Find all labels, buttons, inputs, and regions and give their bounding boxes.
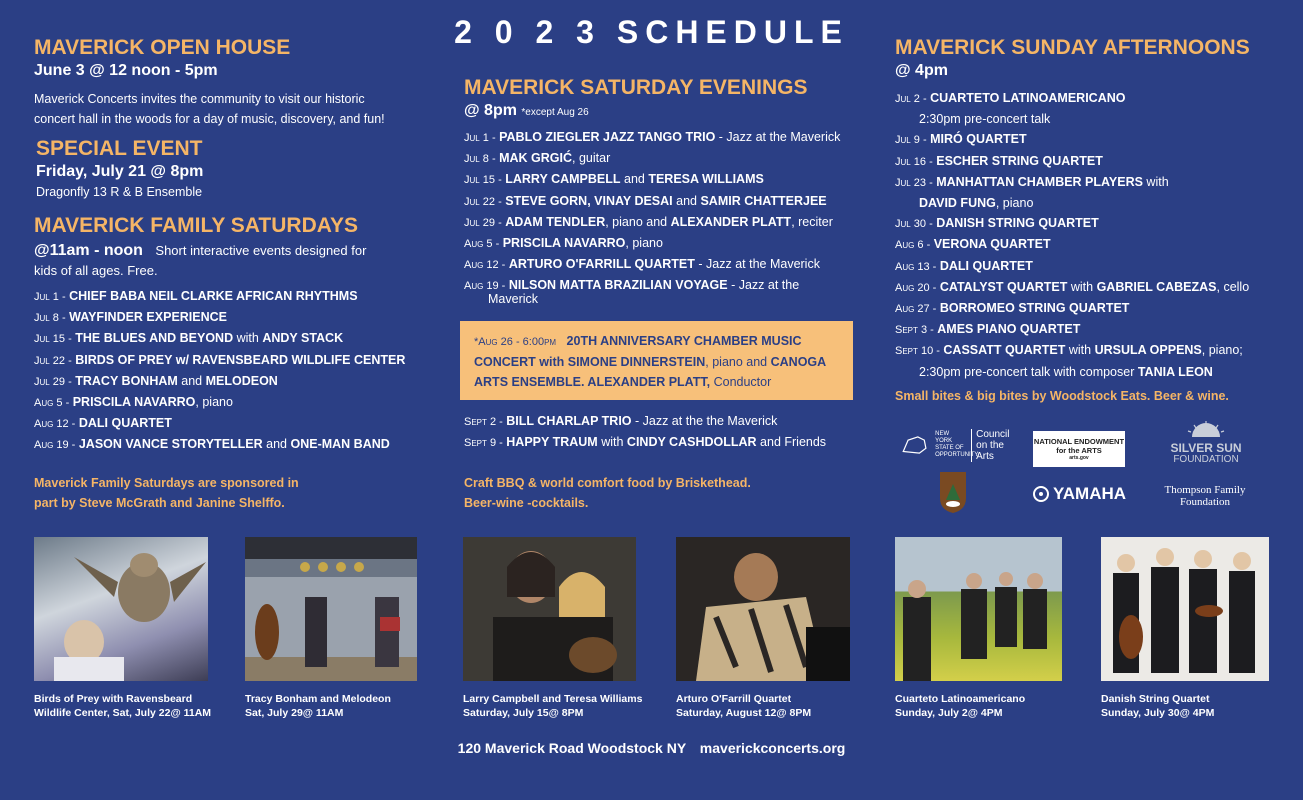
saturday-food-1: Craft BBQ & world comfort food by Briskethead. xyxy=(464,476,751,490)
saturday-performer: ARTURO O'FARRILL QUARTET xyxy=(508,257,695,272)
anniversary-box xyxy=(460,321,853,400)
sunday-date: Aug 6 - xyxy=(895,239,931,252)
sunday-item xyxy=(895,256,1249,277)
saturday-performer: TERESA WILLIAMS xyxy=(648,172,764,187)
saturday-detail: , piano xyxy=(625,236,663,251)
sunday-item xyxy=(895,213,1249,234)
family-date: Aug 5 - xyxy=(34,397,70,410)
sunday-item xyxy=(895,172,1249,193)
footer xyxy=(0,740,1303,756)
photo-cuarteto-latinoamericano xyxy=(895,537,1062,681)
family-detail: and xyxy=(177,373,206,388)
photo-caption-line: Sunday, July 30@ 4PM xyxy=(1101,707,1215,719)
sunday-date: Aug 13 - xyxy=(895,260,937,273)
saturday-date: Jul 1 - xyxy=(464,132,496,144)
saturday-list xyxy=(464,127,840,297)
september-performer: CINDY CASHDOLLAR xyxy=(626,435,757,450)
saturday-performer: ADAM TENDLER xyxy=(505,214,606,229)
saturday-date: Aug 12 - xyxy=(464,259,506,272)
sunday-performer: CASSATT QUARTET xyxy=(943,343,1066,358)
family-performer: CHIEF BABA NEIL CLARKE AFRICAN RHYTHMS xyxy=(69,289,358,303)
sunday-detail: 2:30pm pre-concert talk xyxy=(919,112,1051,127)
family-date: Aug 19 - xyxy=(34,439,76,452)
sunday-detail: with xyxy=(1065,343,1095,358)
photo-caption-line: Tracy Bonham and Melodeon xyxy=(245,693,391,705)
nysca-label: Council on the Arts xyxy=(971,429,1015,462)
september-list xyxy=(464,411,826,453)
family-performer: TRACY BONHAM xyxy=(75,373,178,388)
saturday-performer: PRISCILA NAVARRO xyxy=(502,236,626,251)
open-house-date: June 3 @ 12 noon - 5pm xyxy=(34,62,218,79)
family-date: Jul 22 - xyxy=(34,354,72,367)
sunday-list xyxy=(895,88,1249,382)
september-item xyxy=(464,411,826,432)
special-event-date: Friday, July 21 @ 8pm xyxy=(36,163,204,180)
saturday-item xyxy=(464,169,840,190)
family-detail: , piano xyxy=(195,395,233,410)
saturday-performer: LARRY CAMPBELL xyxy=(505,172,621,187)
saturday-performer: SAMIR CHATTERJEE xyxy=(700,193,827,208)
saturday-performer: PABLO ZIEGLER JAZZ TANGO TRIO xyxy=(499,130,716,144)
nysca-logo xyxy=(900,428,1015,462)
national-park-service-icon xyxy=(938,470,968,514)
saturday-item xyxy=(464,212,840,233)
footer-url[interactable]: maverickconcerts.org xyxy=(699,740,846,756)
photo-caption-line: Cuarteto Latinoamericano xyxy=(895,693,1026,705)
sunday-detail: , piano xyxy=(995,196,1034,211)
sunday-performer: GABRIEL CABEZAS xyxy=(1096,279,1217,294)
family-section xyxy=(34,213,434,281)
yamaha-tuning-fork-icon xyxy=(1033,486,1049,502)
family-item xyxy=(34,434,405,455)
saturday-detail: , guitar xyxy=(572,151,611,166)
sunday-performer: AMES PIANO QUARTET xyxy=(937,322,1081,337)
family-performer: WAYFINDER EXPERIENCE xyxy=(69,310,228,325)
photo-caption-line: Sat, July 29@ 11AM xyxy=(245,707,344,719)
sunday-item xyxy=(895,277,1249,298)
family-date: Jul 1 - xyxy=(34,291,66,303)
nea-logo xyxy=(1033,431,1125,467)
sunday-time: @ 4pm xyxy=(895,62,948,79)
open-house-heading: MAVERICK OPEN HOUSE xyxy=(34,36,291,59)
saturday-heading: MAVERICK SATURDAY EVENINGS xyxy=(464,76,808,99)
photo-caption xyxy=(463,692,642,720)
sunday-performer: TANIA LEON xyxy=(1137,364,1213,379)
special-event-heading: SPECIAL EVENT xyxy=(36,137,203,160)
saturday-detail: and xyxy=(672,193,701,208)
family-desc-1: Short interactive events designed for xyxy=(155,243,367,258)
saturday-food xyxy=(464,473,751,513)
saturday-note: *except Aug 26 xyxy=(521,107,589,118)
sunday-performer: CATALYST QUARTET xyxy=(939,279,1068,294)
saturday-food-2: Beer-wine -cocktails. xyxy=(464,496,589,510)
family-performer: ONE-MAN BAND xyxy=(290,437,390,452)
family-detail: and xyxy=(262,437,291,452)
family-list xyxy=(34,286,405,456)
family-item xyxy=(34,392,405,413)
family-item xyxy=(34,371,405,392)
photo-caption-line: Sunday, July 2@ 4PM xyxy=(895,707,1003,719)
photo-caption xyxy=(676,692,811,720)
photo-caption-line: Wildlife Center, Sat, July 22@ 11AM xyxy=(34,707,212,719)
sunday-item xyxy=(895,193,1249,213)
saturday-detail: , piano and xyxy=(605,214,671,229)
sunday-date: Jul 23 - xyxy=(895,176,933,189)
saturday-date: Jul 22 - xyxy=(464,195,502,208)
silver-sun-label-1: SILVER SUN xyxy=(1170,441,1242,455)
sunday-date: Aug 20 - xyxy=(895,281,937,294)
saturday-performer: STEVE GORN, VINAY DESAI xyxy=(505,193,673,208)
open-house-desc-2: concert hall in the woods for a day of music, discovery, and fun! xyxy=(34,112,385,126)
family-performer: DALI QUARTET xyxy=(78,416,172,431)
family-item xyxy=(34,350,405,371)
nea-label: NATIONAL ENDOWMENT for the ARTS xyxy=(1033,437,1125,455)
sunday-performer: MIRÓ QUARTET xyxy=(930,132,1027,147)
sunday-date: Sept 10 - xyxy=(895,345,940,358)
sunday-heading: MAVERICK SUNDAY AFTERNOONS xyxy=(895,36,1250,59)
sunday-item xyxy=(895,340,1249,361)
special-event-desc: Dragonfly 13 R & B Ensemble xyxy=(36,185,203,199)
sunday-performer: URSULA OPPENS xyxy=(1094,343,1202,358)
sun-icon xyxy=(1186,421,1226,437)
family-sponsor xyxy=(34,473,299,513)
family-performer: MELODEON xyxy=(205,373,278,388)
saturday-detail: and xyxy=(620,172,649,187)
saturday-time: @ 8pm xyxy=(464,102,517,119)
anniversary-text-2: Conductor xyxy=(710,375,772,389)
photo-caption-line: Saturday, July 15@ 8PM xyxy=(463,707,584,719)
saturday-detail: - Jazz at the Maverick xyxy=(694,257,820,272)
photo-birds-of-prey xyxy=(34,537,208,681)
saturday-date: Jul 29 - xyxy=(464,216,502,229)
sunday-item xyxy=(895,298,1249,319)
footer-address: 120 Maverick Road Woodstock NY xyxy=(457,740,686,756)
sunday-performer: DALI QUARTET xyxy=(939,258,1033,273)
sunday-performer: MANHATTAN CHAMBER PLAYERS xyxy=(936,174,1143,189)
anniversary-date: *Aug 26 - 6:00pm xyxy=(474,336,557,348)
thompson-label-1: Thompson Family xyxy=(1164,484,1246,496)
family-item xyxy=(34,307,405,328)
saturday-performer: ALEXANDER PLATT xyxy=(670,214,792,229)
sunday-date: Jul 30 - xyxy=(895,218,933,231)
sunday-food: Small bites & big bites by Woodstock Eats. Beer & wine. xyxy=(895,389,1229,403)
sunday-item xyxy=(895,151,1249,172)
photo-caption-line: Larry Campbell and Teresa Williams xyxy=(463,693,643,705)
sunday-item xyxy=(895,109,1249,129)
family-desc-2: kids of all ages. Free. xyxy=(34,263,158,278)
photo-caption xyxy=(1101,692,1214,720)
family-date: Jul 8 - xyxy=(34,312,66,325)
sunday-detail: , piano; xyxy=(1201,343,1243,358)
sunday-item xyxy=(895,362,1249,382)
sunday-date: Jul 16 - xyxy=(895,155,933,168)
sunday-performer: BORROMEO STRING QUARTET xyxy=(939,301,1130,316)
yamaha-label: YAMAHA xyxy=(1053,484,1127,503)
family-item xyxy=(34,413,405,434)
nea-url: arts.gov xyxy=(1069,455,1089,461)
family-performer: JASON VANCE STORYTELLER xyxy=(78,437,263,452)
saturday-item xyxy=(464,254,840,275)
september-detail: - Jazz at the the Maverick xyxy=(631,414,778,428)
photo-arturo-ofarrill xyxy=(676,537,850,681)
sunday-performer: DANISH STRING QUARTET xyxy=(936,216,1099,231)
sunday-performer: ESCHER STRING QUARTET xyxy=(936,153,1103,168)
family-detail: with xyxy=(233,331,263,346)
sunday-item xyxy=(895,129,1249,150)
family-date: Aug 12 - xyxy=(34,418,76,431)
family-performer: BIRDS OF PREY w/ RAVENSBEARD WILDLIFE CENTER xyxy=(75,352,406,367)
september-detail: and Friends xyxy=(756,435,827,450)
sunday-item xyxy=(895,234,1249,255)
family-sponsor-1: Maverick Family Saturdays are sponsored in xyxy=(34,476,299,490)
photo-campbell-williams xyxy=(463,537,636,681)
photo-caption xyxy=(245,692,391,720)
silver-sun-label-2: FOUNDATION xyxy=(1173,454,1239,465)
saturday-date: Jul 8 - xyxy=(464,153,496,166)
sunday-date: Jul 9 - xyxy=(895,134,927,147)
saturday-date: Aug 19 - xyxy=(464,280,506,293)
september-date: Sept 2 - xyxy=(464,416,503,428)
sunday-performer: CUARTETO LATINOAMERICANO xyxy=(930,91,1126,105)
special-event xyxy=(36,136,203,202)
saturday-detail: - Jazz at the xyxy=(727,278,800,293)
left-column xyxy=(34,35,434,129)
sunday-detail: 2:30pm pre-concert talk with composer xyxy=(919,364,1138,379)
saturday-detail: - Jazz at the Maverick xyxy=(715,130,841,144)
saturday-performer: MAK GRGIĆ xyxy=(499,151,573,166)
family-performer: ANDY STACK xyxy=(262,331,344,346)
sunday-date: Jul 2 - xyxy=(895,93,927,105)
sunday-detail: with xyxy=(1067,279,1097,294)
saturday-detail: , reciter xyxy=(791,214,833,229)
thompson-logo xyxy=(1150,484,1260,508)
family-heading: MAVERICK FAMILY SATURDAYS xyxy=(34,214,358,237)
yamaha-logo xyxy=(1033,484,1126,504)
nysca-small-text: NEW YORK STATE OF OPPORTUNITY. xyxy=(935,431,980,458)
september-performer: HAPPY TRAUM xyxy=(506,435,598,450)
sunday-detail: , cello xyxy=(1216,279,1250,294)
sunday-item xyxy=(895,319,1249,340)
anniversary-title: 20TH ANNIVERSARY CHAMBER MUSIC CONCERT with SIMONE DINNERSTEIN xyxy=(474,334,802,369)
family-item xyxy=(34,328,405,349)
photo-tracy-bonham xyxy=(245,537,417,681)
september-date: Sept 9 - xyxy=(464,437,503,450)
photo-caption xyxy=(34,692,211,720)
anniversary-ensemble: CANOGA ARTS ENSEMBLE. ALEXANDER PLATT, xyxy=(474,355,826,389)
family-item xyxy=(34,286,405,307)
anniversary-text-1: , piano and xyxy=(705,355,771,369)
saturday-item xyxy=(464,127,840,148)
september-item xyxy=(464,432,826,453)
saturday-section xyxy=(464,75,807,121)
sunday-date: Aug 27 - xyxy=(895,303,937,316)
photo-caption-line: Saturday, August 12@ 8PM xyxy=(676,707,812,719)
thompson-label-2: Foundation xyxy=(1179,496,1231,508)
sunday-performer: DAVID FUNG xyxy=(919,196,996,211)
saturday-wrap: Maverick xyxy=(488,292,539,306)
family-performer: PRISCILA NAVARRO xyxy=(72,395,196,410)
saturday-date: Aug 5 - xyxy=(464,238,500,251)
photo-caption xyxy=(895,692,1025,720)
family-date: Jul 15 - xyxy=(34,333,72,346)
page-title: 2 0 2 3 SCHEDULE xyxy=(454,14,849,50)
saturday-performer: NILSON MATTA BRAZILIAN VOYAGE xyxy=(508,278,728,293)
september-performer: BILL CHARLAP TRIO xyxy=(506,414,632,428)
silver-sun-logo xyxy=(1166,421,1246,465)
saturday-item xyxy=(464,148,840,169)
open-house-desc-1: Maverick Concerts invites the community to visit our historic xyxy=(34,92,365,106)
sunday-section xyxy=(895,35,1250,81)
saturday-date: Jul 15 - xyxy=(464,174,502,187)
photo-danish-string-quartet xyxy=(1101,537,1269,681)
september-detail: with xyxy=(597,435,627,450)
family-date: Jul 29 - xyxy=(34,375,72,388)
family-performer: THE BLUES AND BEYOND xyxy=(75,331,234,346)
new-york-state-icon xyxy=(900,431,929,459)
family-sponsor-2: part by Steve McGrath and Janine Shelffo. xyxy=(34,496,285,510)
sunday-detail: with xyxy=(1142,174,1169,189)
saturday-item xyxy=(464,233,840,254)
sunday-performer: VERONA QUARTET xyxy=(933,237,1051,252)
photo-caption-line: Danish String Quartet xyxy=(1101,693,1210,705)
saturday-item xyxy=(464,191,840,212)
photo-caption-line: Birds of Prey with Ravensbeard xyxy=(34,693,193,705)
sunday-date: Sept 3 - xyxy=(895,324,934,337)
sunday-item xyxy=(895,88,1249,109)
photo-caption-line: Arturo O'Farrill Quartet xyxy=(676,693,792,705)
family-time: @11am - noon xyxy=(34,242,143,259)
